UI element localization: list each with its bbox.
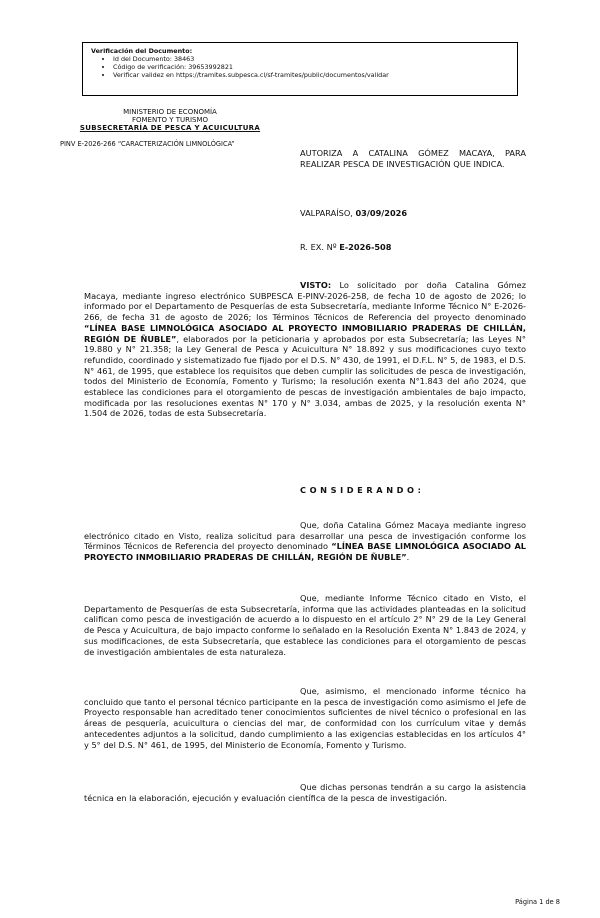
c1-text-2: .	[406, 552, 410, 563]
considerando-4	[84, 782, 526, 803]
subsecretaria-name: SUBSECRETARÍA DE PESCA Y ACUICULTURA	[79, 124, 261, 133]
verification-box	[82, 42, 518, 96]
visto-text-1: Lo solicitado por doña Catalina Gómez Macaya, mediante ingreso electrónico SUBPESCA E-PINV-2026-258, de fecha 10 de agosto de 2026; lo informado por el Departamento de Pesquerías de esta Subsecretaría, mediante Informe Técnico N° E-2026-266, de fecha 31 de agosto de 2026; los Términos Técnicos de Referencia del proyecto denominado	[84, 280, 526, 323]
date-value: 03/09/2026	[355, 208, 408, 218]
document-date	[300, 208, 407, 219]
verification-id: • Id del Documento: 38463	[113, 55, 509, 63]
visto-label: VISTO:	[300, 280, 332, 290]
visto-project: “LÍNEA BASE LIMNOLÓGICA ASOCIADO AL PROYECTO INMOBILIARIO PRADERAS DE CHILLÁN, REGIÓN DE ÑUBLE”	[84, 322, 526, 344]
verification-title: Verificación del Documento:	[91, 47, 193, 55]
c2-text: Que, mediante Informe Técnico citado en Visto, el Departamento de Pesquerías de esta Subsecretaría, informa que las actividades planteadas en la solicitud califican como pesca de investigación de acuerdo a lo dispuesto en el artículo 2° N° 29 de la Ley General de Pesca y Acuicultura, de bajo impacto conforme lo señalado en la Resolución Exenta N° 1.843 de 2024, y sus modificaciones, de esta Subsecretaría, que establece las condiciones para el otorgamiento de pescas de investigación ambientales de esta naturaleza.	[84, 593, 526, 657]
considerando-3	[84, 686, 526, 750]
visto-text-2: , elaborados por la peticionaria y aprobados por esta Subsecretaría; las Leyes N° 19.880 y N° 21.358; la Ley General de Pesca y Acuicultura N° 18.892 y sus modificaciones cuyo texto refundido, coordinado y sistematizado fue fijado por el D.S. N° 430, de 1991, el D.F.L. N° 5, de 1983, el D.S. N° 461, de 1995, que establece los requisitos que deben cumplir las solicitudes de pesca de investigación, todos del Ministerio de Economía, Fomento y Turismo; la resolución exenta N°1.843 del año 2024, que establece las condiciones para el otorgamiento de pescas de investigación ambientales de bajo impacto, modificada por las resoluciones exentas N° 170 y N° 3.034, ambas de 2025, y la resolución exenta N° 1.504 de 2026, todas de esta Subsecretaría.	[84, 333, 527, 419]
considerando-2	[84, 593, 526, 657]
c1-text-1: Que, doña Catalina Gómez Macaya mediante ingreso electrónico citado en Visto, realiza solicitud para desarrollar una pesca de investigación conforme los Términos Técnicos de Referencia del proyecto denominado	[84, 520, 526, 552]
ministry-name: MINISTERIO DE ECONOMÍA	[123, 108, 217, 116]
verification-link[interactable]: • Verificar validez en https://tramites.subpesca.cl/sf-tramites/public/documentos/validar	[113, 71, 509, 79]
c3-text: Que, asimismo, el mencionado informe técnico ha concluido que tanto el personal técnico participante en la pesca de investigación como asimismo el Jefe de Proyecto responsable han acreditado tener conocimientos suficientes de nivel técnico o profesional en las áreas de pesquería, acuicultura o ciencias del mar, de conformidad con los currículum vitae y demás antecedentes adjuntos a la solicitud, dando cumplimiento a las exigencias establecidas en los artículos 4° y 5° del D.S. N° 461, de 1995, del Ministerio de Economía, Fomento y Turismo.	[84, 686, 526, 750]
verification-list	[91, 55, 509, 79]
rex-prefix: R. EX. Nº	[300, 242, 340, 252]
considerando-1	[84, 520, 526, 563]
considerando-heading: CONSIDERANDO:	[300, 485, 425, 495]
rex-value: E-2026-508	[339, 242, 392, 252]
c1-project: “LÍNEA BASE LIMNOLÓGICA ASOCIADO AL PROYECTO INMOBILIARIO PRADERAS DE CHILLÁN, REGIÓN DE ÑUBLE”	[84, 541, 526, 563]
pinv-reference: PINV E-2026-266 “CARACTERIZACIÓN LIMNOLÓGICA”	[60, 140, 235, 148]
ministry-name-2: FOMENTO Y TURISMO	[131, 116, 209, 125]
page-number: Página 1 de 8	[515, 898, 560, 906]
verification-code: • Código de verificación: 39653992821	[113, 63, 509, 71]
c4-text: Que dichas personas tendrán a su cargo la asistencia técnica en la elaboración, ejecución y evaluación científica de la pesca de investigación.	[84, 782, 526, 803]
resolution-number	[300, 242, 391, 253]
visto-paragraph	[84, 280, 526, 419]
authorization-title: AUTORIZA A CATALINA GÓMEZ MACAYA, PARA REALIZAR PESCA DE INVESTIGACIÓN QUE INDICA.	[300, 148, 526, 169]
ministry-header	[60, 108, 280, 133]
date-place: VALPARAÍSO,	[300, 208, 356, 218]
